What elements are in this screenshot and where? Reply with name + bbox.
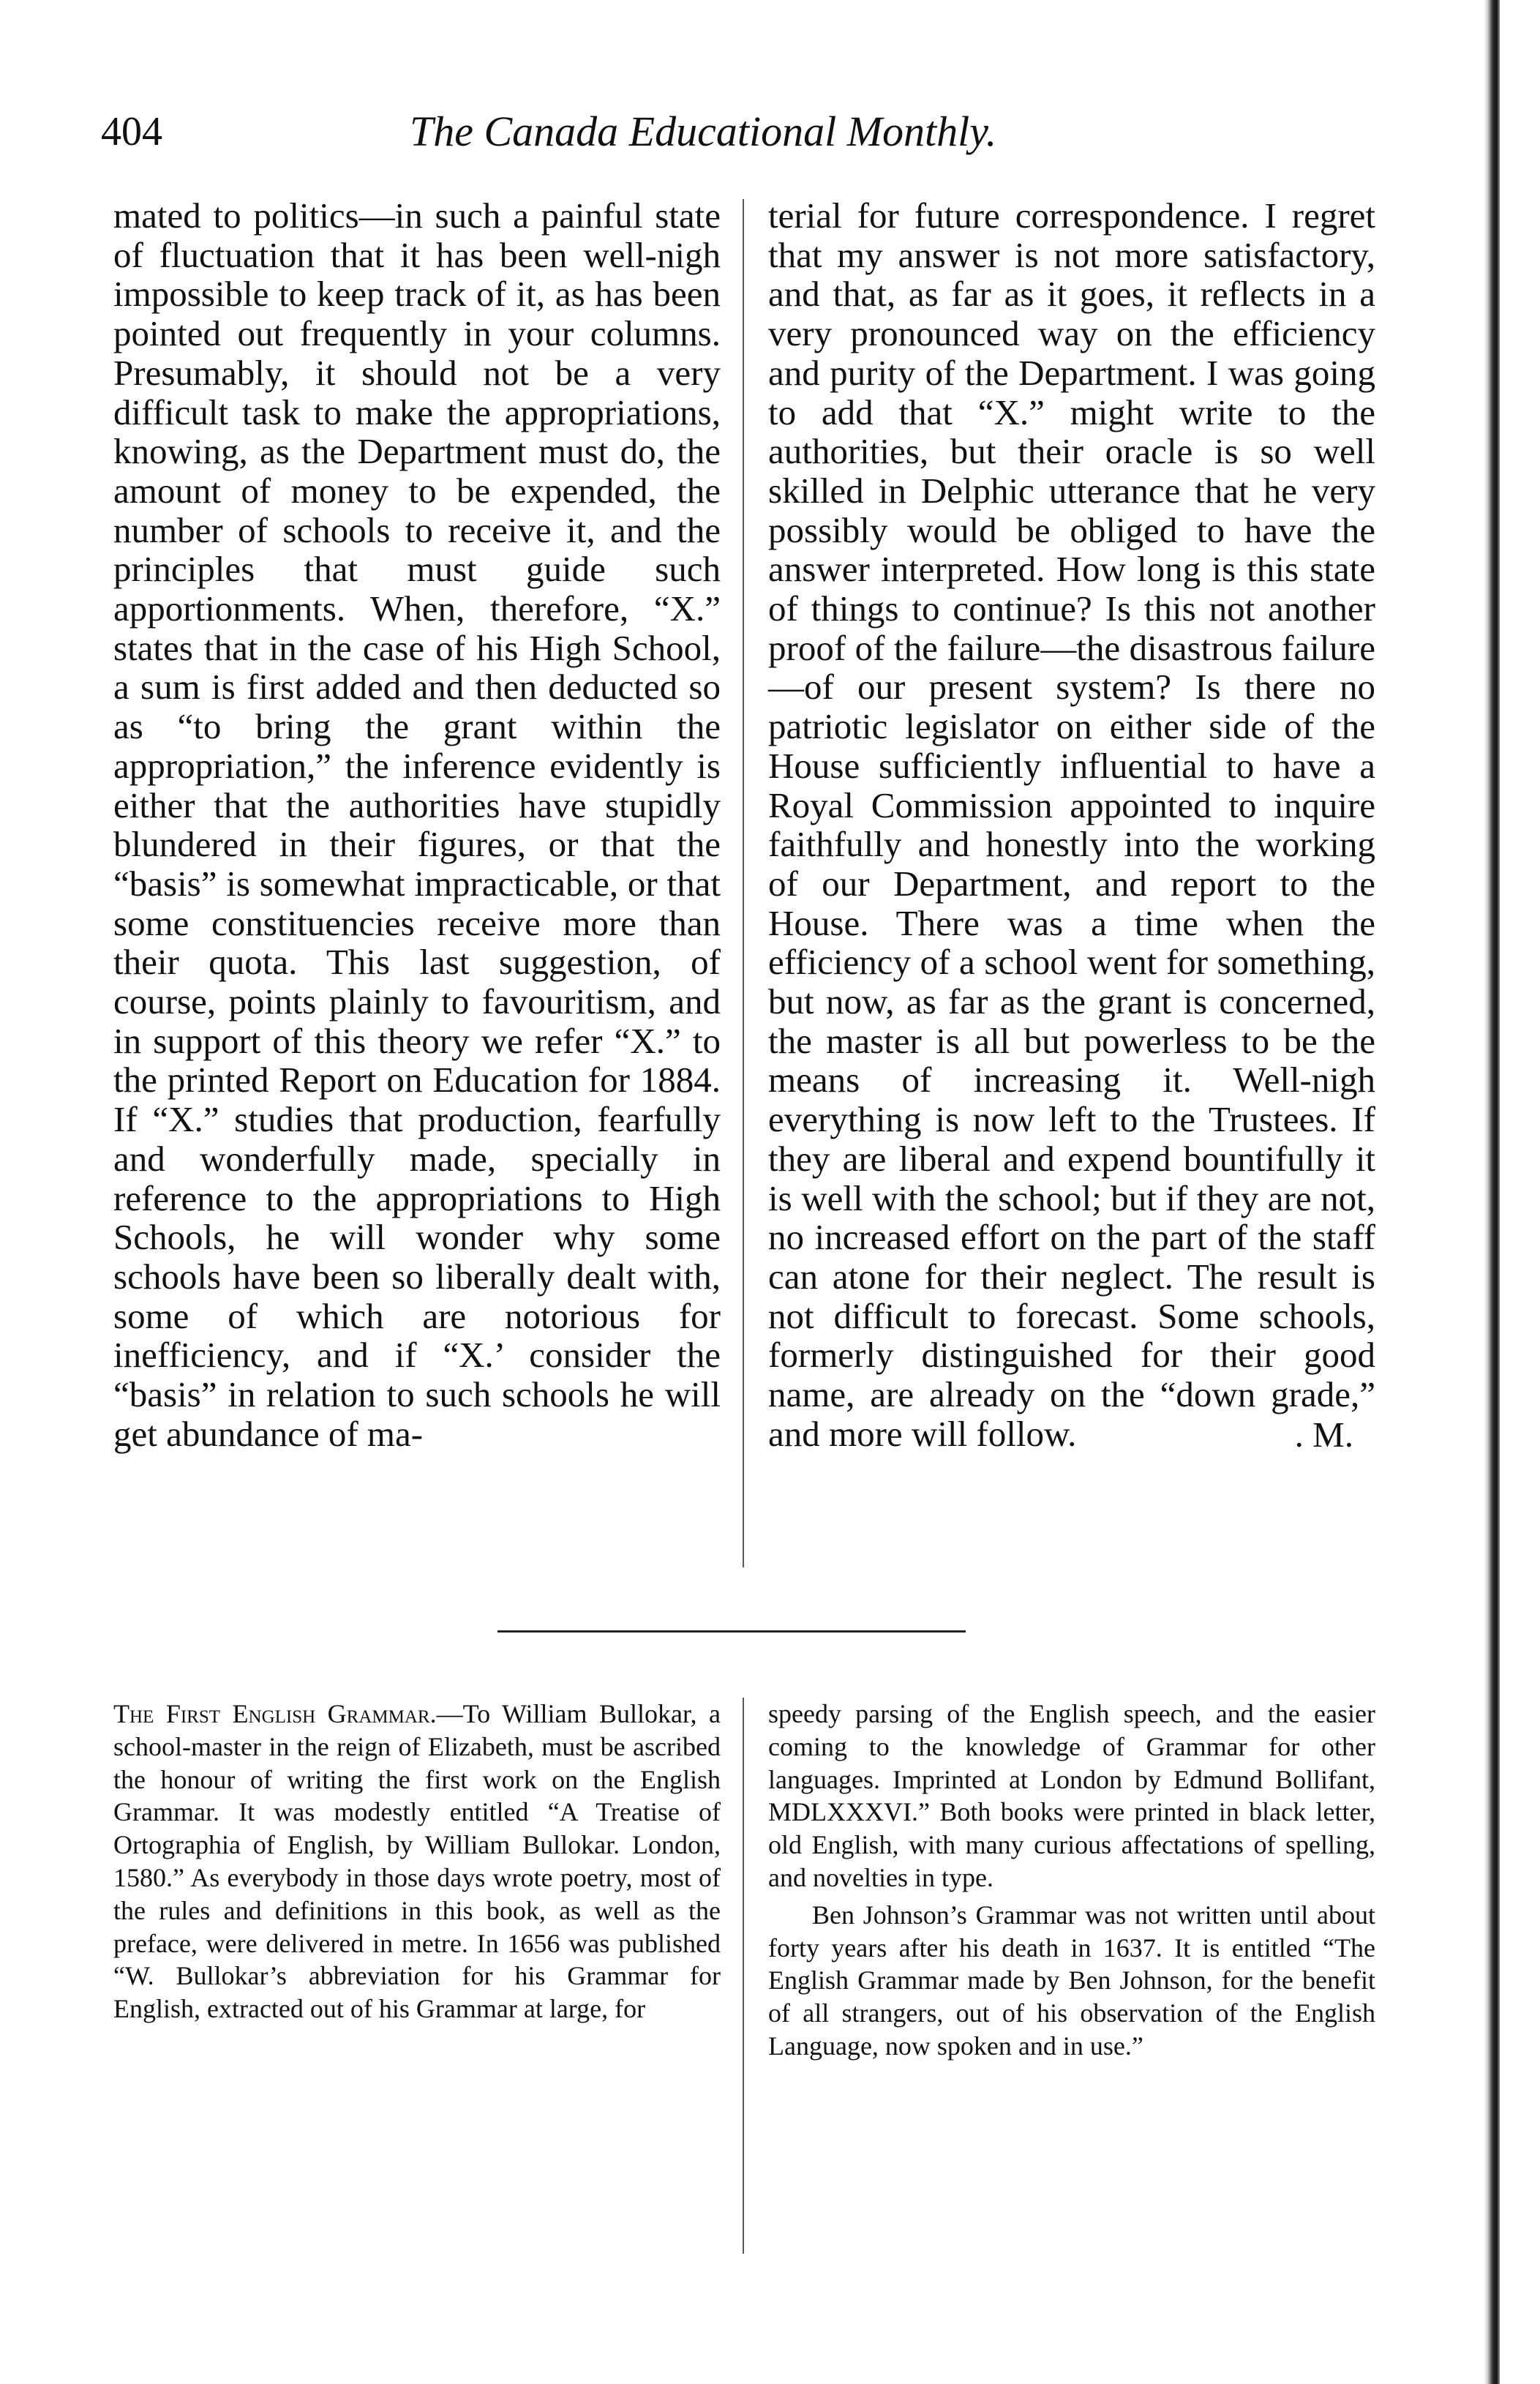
letter-column-right: [768, 196, 1375, 1454]
grammar-heading: The First English Grammar.: [113, 1699, 437, 1728]
grammar-column-left: [113, 1698, 721, 2025]
letter-signature: . M.: [1294, 1414, 1353, 1455]
grammar-paragraph-continued: speedy parsing of the English speech, and the easier coming to the knowledge of Grammar for other languages. Imprinted at London by Edmund Bollifant, MDLXXXVI.” Both books were printed in black letter, old English, with many curious affectations of spelling, and novelties in type.: [768, 1699, 1375, 1892]
section-divider: [497, 1630, 966, 1633]
grammar-paragraph-johnson: Ben Johnson’s Grammar was not written until about forty years after his death in 1637. It is entitled “The English Grammar made by Ben Johnson, for the benefit of all strangers, out of his observation of the English Language, now spoken and in use.”: [768, 1900, 1375, 2061]
letter-text-right: terial for future correspondence. I regret that my answer is not more satisfactory, and that, as far as it goes, it reflects in a very pronounced way on the efficiency and purity of the Department. I was going to add that “X.” might write to the authorities, but their oracle is so well skilled in Delphic utterance that he very possibly would be obliged to have the answer interpreted. How long is this state of things to continue? Is this not another proof of the failure—the disastrous failure—of our present system? Is there no patriotic legislator on either side of the House sufficiently influential to have a Royal Commission appointed to inquire faithfully and honestly into the working of our Department, and report to the House. There was a time when the efficiency of a school went for something, but now, as far as the grant is concerned, the master is all but powerless to be the means of increasing it. Well-nigh everything is now left to the Trustees. If they are liberal and expend bountifully it is well with the school; but if they are not, no increased effort on the part of the staff can atone for their neglect. The result is not difficult to forecast. Some schools, formerly distinguished for their good name, are already on the “down grade,” and more will follow.: [768, 195, 1375, 1454]
column-rule-lower: [743, 1698, 744, 2254]
page-edge-shadow: [1484, 0, 1500, 2384]
running-title: The Canada Educational Monthly.: [410, 108, 997, 155]
letter-column-left: [113, 196, 721, 1454]
letter-text-left: mated to politics—in such a painful state of fluctuation that it has been well-nigh impossible to keep track of it, as has been pointed out frequently in your columns. Presumably, it should not be a very difficult task to make the appropriations, knowing, as the Department must do, the amount of money to be expended, the number of schools to receive it, and the principles that must guide such apportionments. When, therefore, “X.” states that in the case of his High School, a sum is first added and then deducted so as “to bring the grant within the appropriation,” the inference evidently is either that the authorities have stupidly blundered in their figures, or that the “basis” is somewhat impracticable, or that some constituencies receive more than their quota. This last suggestion, of course, points plainly to favouritism, and in support of this theory we refer “X.” to the printed Report on Education for 1884. If “X.” studies that production, fearfully and wonderfully made, specially in reference to the appropriations to High Schools, he will wonder why some schools have been so liberally dealt with, some of which are notorious for inefficiency, and if “X.’ consider the “basis” in relation to such schools he will get abundance of ma-: [113, 195, 721, 1454]
grammar-column-right: [768, 1698, 1375, 2063]
column-rule-upper: [743, 199, 744, 1567]
grammar-text-left: —To William Bullokar, a school-master in the reign of Elizabeth, must be ascribed the honour of writing the first work on the English Grammar. It was modestly entitled “A Treatise of Ortographia of English, by William Bullokar. London, 1580.” As everybody in those days wrote poetry, most of the rules and definitions in this book, as well as the preface, were delivered in metre. In 1656 was published “W. Bullokar’s abbreviation for his Grammar for English, extracted out of his Grammar at large, for: [113, 1699, 721, 2024]
page-number: 404: [101, 109, 162, 154]
grammar-paragraph-1: [113, 1698, 721, 2025]
